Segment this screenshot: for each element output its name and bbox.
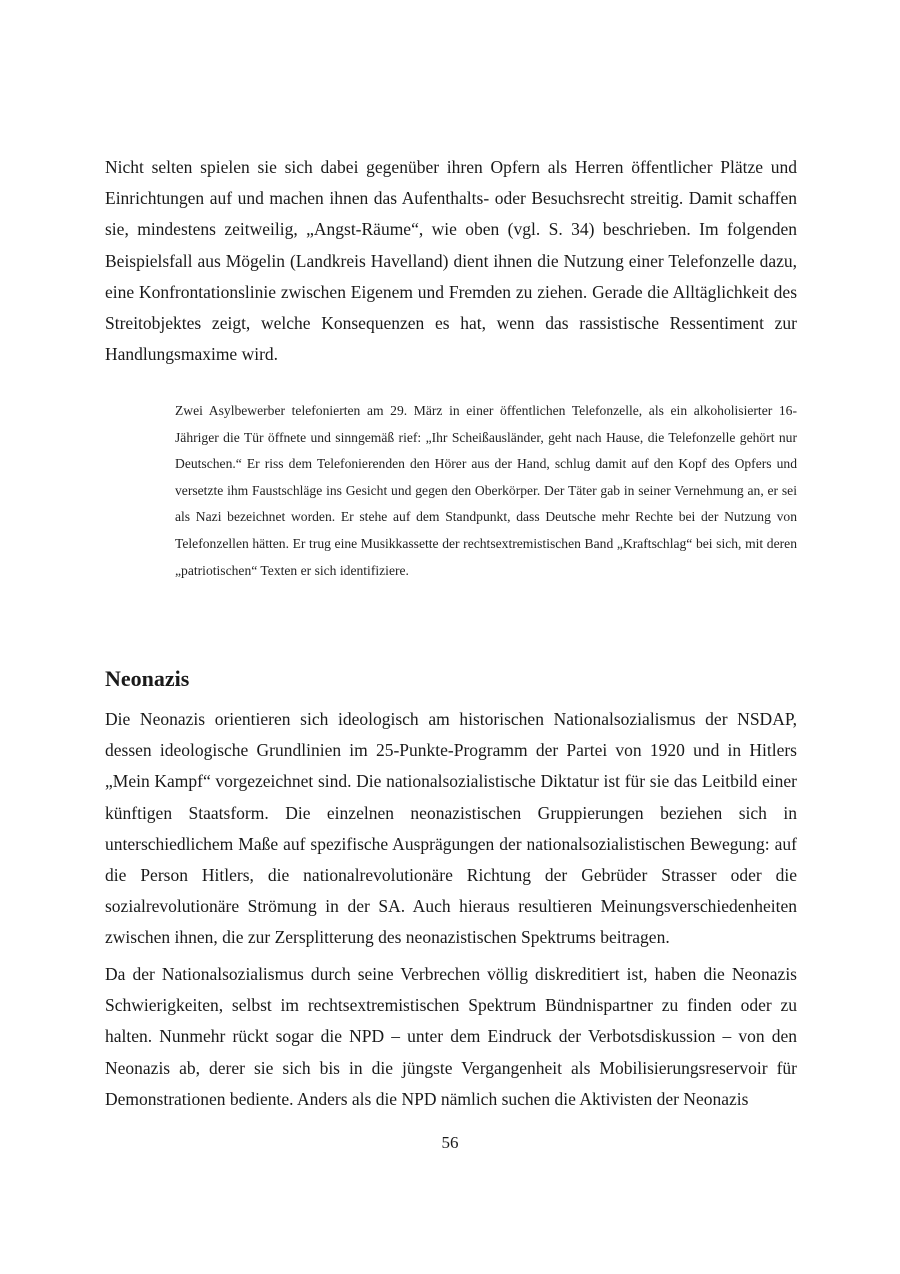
body-paragraph-intro: Nicht selten spielen sie sich dabei gegenüber ihren Opfern als Herren öffentlicher Plätze und Einrichtungen auf und machen ihnen das Aufenthalts- oder Besuchsrecht streitig. Damit schaffen sie, mindestens zeitweilig, „Angst-Räume“, wie oben (vgl. S. 34) beschrieben. Im folgenden Beispielsfall aus Mögelin (Landkreis Havelland) dient ihnen die Nutzung einer Telefonzelle dazu, eine Konfrontationslinie zwischen Eigenem und Fremden zu ziehen. Gerade die Alltäglichkeit des Streitobjektes zeigt, welche Konsequenzen es hat, wenn das rassistische Ressentiment zur Handlungsmaxime wird. [105, 157, 797, 365]
body-paragraph-ideology: Die Neonazis orientieren sich ideologisch am historischen Nationalsozialismus der NSDAP, dessen ideologische Grundlinien im 25-Punkte-Programm der Partei von 1920 und in Hitlers „Mein Kampf“ vorgezeichnet sind. Die nationalsozialistische Diktatur ist für sie das Leitbild einer künftigen Staatsform. Die einzelnen neonazistischen Gruppierungen beziehen sich in unterschiedlichem Maße auf spezifische Ausprägungen der nationalsozialistischen Bewegung: auf die Person Hitlers, die nationalrevolutionäre Richtung der Gebrüder Strasser oder die sozialrevolutionäre Strömung in der SA. Auch hieraus resultieren Meinungsverschiedenheiten zwischen ihnen, die zur Zersplitterung des neonazistischen Spektrums beitragen. [105, 709, 797, 948]
body-paragraph-discredited: Da der Nationalsozialismus durch seine Verbrechen völlig diskreditiert ist, haben die Neonazis Schwierigkeiten, selbst im rechtsextremistischen Spektrum Bündnispartner zu finden oder zu halten. Nunmehr rückt sogar die NPD – unter dem Eindruck der Verbotsdiskussion – von den Neonazis ab, derer sie sich bis in die jüngste Vergangenheit als Mobilisierungsreservoir für Demonstrationen bediente. Anders als die NPD nämlich suchen die Aktivisten der Neonazis [105, 964, 797, 1109]
section-heading-neonazis: Neonazis [105, 666, 190, 691]
page-number: 56 [441, 1133, 459, 1152]
case-quote-block: Zwei Asylbewerber telefonierten am 29. März in einer öffentlichen Telefonzelle, als ein alkoholisierter 16-Jähriger die Tür öffnete und sinngemäß rief: „Ihr Scheißausländer, geht nach Hause, die Telefonzelle gehört nur Deutschen.“ Er riss dem Telefonierenden den Hörer aus der Hand, schlug damit auf den Kopf des Opfers und versetzte ihm Faustschläge ins Gesicht und gegen den Oberkörper. Der Täter gab in seiner Vernehmung an, er sei als Nazi bezeichnet worden. Er stehe auf dem Standpunkt, dass Deutsche mehr Rechte bei der Nutzung von Telefonzellen hätten. Er trug eine Musikkassette der rechtsextremistischen Band „Kraftschlag“ bei sich, mit deren „patriotischen“ Texten er sich identifiziere. [175, 403, 797, 578]
